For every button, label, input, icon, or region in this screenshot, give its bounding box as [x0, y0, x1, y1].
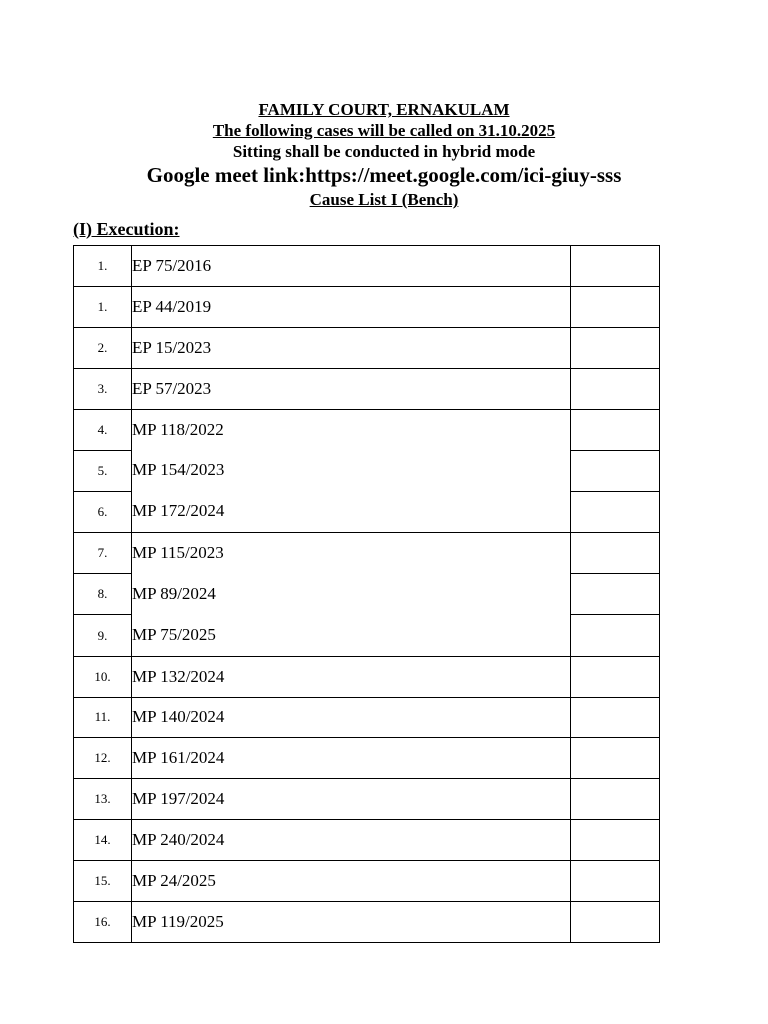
case-number: EP 75/2016 — [132, 246, 571, 287]
table-row — [74, 820, 660, 861]
case-number: MP 24/2025 — [132, 861, 571, 902]
case-number: EP 44/2019 — [132, 286, 571, 327]
remarks-cell — [571, 409, 660, 450]
remarks-cell — [571, 615, 660, 656]
serial-number: 8. — [74, 574, 132, 615]
case-number: MP 140/2024 — [132, 697, 571, 738]
case-number: MP 161/2024 — [132, 738, 571, 779]
cause-list-title: Cause List I (Bench) — [309, 190, 459, 209]
remarks-cell — [571, 901, 660, 942]
serial-number: 9. — [74, 615, 132, 656]
remarks-cell — [571, 491, 660, 532]
serial-number: 3. — [74, 368, 132, 409]
case-number: EP 57/2023 — [132, 368, 571, 409]
serial-number: 16. — [74, 901, 132, 942]
table-row — [74, 901, 660, 942]
case-number: MP 115/2023 — [132, 543, 224, 563]
serial-number: 4. — [74, 409, 132, 450]
table-row — [74, 861, 660, 902]
table-row — [74, 656, 660, 697]
case-number: MP 197/2024 — [132, 779, 571, 820]
serial-number: 11. — [74, 697, 132, 738]
serial-number: 13. — [74, 779, 132, 820]
case-number: MP 132/2024 — [132, 656, 571, 697]
table-row — [74, 246, 660, 287]
court-name: FAMILY COURT, ERNAKULAM — [258, 100, 510, 119]
sitting-mode: Sitting shall be conducted in hybrid mode — [232, 142, 536, 161]
serial-number: 7. — [74, 533, 132, 574]
table-row — [74, 327, 660, 368]
table-row — [74, 409, 660, 450]
case-number: MP 172/2024 — [132, 501, 225, 521]
called-on-date: The following cases will be called on 31.10.2025 — [212, 121, 556, 140]
remarks-cell — [571, 533, 660, 574]
remarks-cell — [571, 450, 660, 491]
case-number: EP 15/2023 — [132, 327, 571, 368]
case-number: MP 240/2024 — [132, 820, 571, 861]
serial-number: 6. — [74, 491, 132, 532]
remarks-cell — [571, 286, 660, 327]
remarks-cell — [571, 327, 660, 368]
table-row — [74, 697, 660, 738]
remarks-cell — [571, 779, 660, 820]
remarks-cell — [571, 574, 660, 615]
table-row — [74, 368, 660, 409]
remarks-cell — [571, 656, 660, 697]
serial-number: 12. — [74, 738, 132, 779]
case-group — [132, 409, 571, 533]
table-row — [74, 738, 660, 779]
serial-number: 1. — [74, 246, 132, 287]
serial-number: 14. — [74, 820, 132, 861]
case-number: MP 89/2024 — [132, 583, 216, 603]
case-number: MP 118/2022 — [132, 419, 224, 439]
remarks-cell — [571, 697, 660, 738]
table-row — [74, 779, 660, 820]
meet-link: Google meet link:https://meet.google.com/ici-giuy-sss — [146, 163, 622, 187]
remarks-cell — [571, 738, 660, 779]
remarks-cell — [571, 246, 660, 287]
serial-number: 10. — [74, 656, 132, 697]
case-group — [132, 533, 571, 657]
table-row — [74, 533, 660, 574]
remarks-cell — [571, 861, 660, 902]
document-header — [0, 99, 768, 212]
serial-number: 1. — [74, 286, 132, 327]
section-title: (I) Execution: — [73, 219, 180, 239]
case-number: MP 119/2025 — [132, 901, 571, 942]
case-number: MP 75/2025 — [132, 624, 216, 644]
remarks-cell — [571, 820, 660, 861]
cause-list-table — [73, 245, 660, 943]
table-row — [74, 286, 660, 327]
case-number: MP 154/2023 — [132, 460, 225, 480]
serial-number: 2. — [74, 327, 132, 368]
remarks-cell — [571, 368, 660, 409]
serial-number: 5. — [74, 450, 132, 491]
serial-number: 15. — [74, 861, 132, 902]
